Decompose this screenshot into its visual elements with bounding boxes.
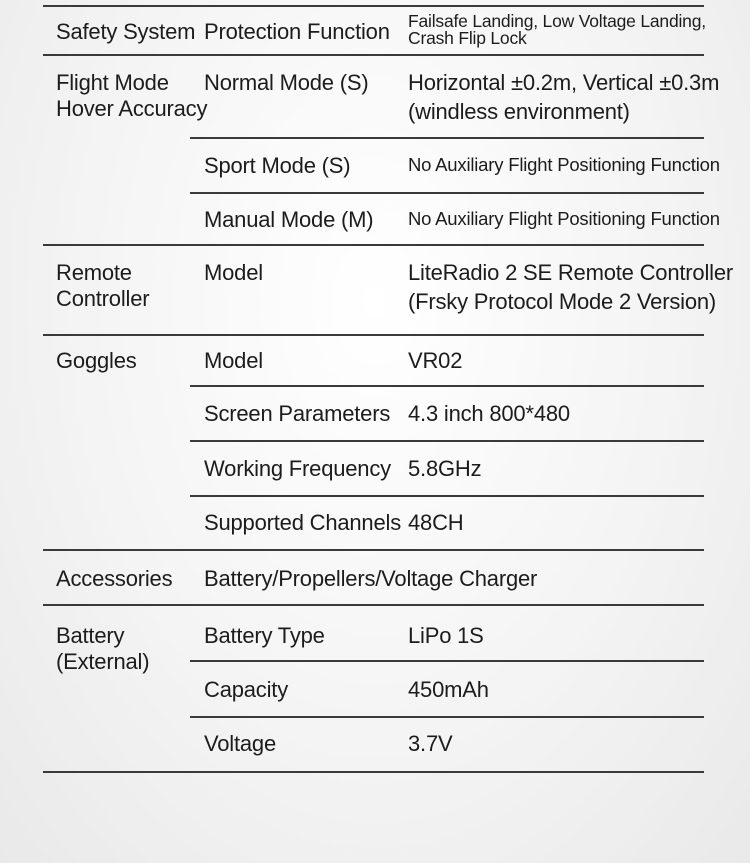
row-divider <box>190 137 704 139</box>
category-remote-controller-line2: Controller <box>56 286 150 311</box>
category-remote-controller-line1: Remote <box>56 260 132 285</box>
row-divider <box>43 549 704 551</box>
value-capacity: 450mAh <box>408 677 489 702</box>
value-manual-mode: No Auxiliary Flight Positioning Function <box>408 208 720 229</box>
label-battery-type: Battery Type <box>204 623 325 648</box>
row-divider <box>190 660 704 662</box>
value-voltage: 3.7V <box>408 731 453 756</box>
label-normal-mode: Normal Mode (S) <box>204 70 369 95</box>
value-goggles-model: VR02 <box>408 348 463 373</box>
row-divider <box>190 716 704 718</box>
value-battery-type: LiPo 1S <box>408 623 484 648</box>
row-divider <box>43 771 704 773</box>
value-normal-mode-line2: (windless environment) <box>408 99 630 124</box>
value-normal-mode-line1: Horizontal ±0.2m, Vertical ±0.3m <box>408 70 720 95</box>
value-working-frequency: 5.8GHz <box>408 456 482 481</box>
value-protection-function-line1: Failsafe Landing, Low Voltage Landing, <box>408 11 706 31</box>
value-supported-channels: 48CH <box>408 510 464 535</box>
value-remote-model-line1: LiteRadio 2 SE Remote Controller <box>408 260 733 285</box>
category-flight-mode-line1: Flight Mode <box>56 70 169 95</box>
category-accessories: Accessories <box>56 566 173 591</box>
category-battery-line2: (External) <box>56 649 150 674</box>
value-protection-function-line2: Crash Flip Lock <box>408 28 527 48</box>
row-divider <box>43 5 704 7</box>
label-working-frequency: Working Frequency <box>204 456 391 481</box>
category-flight-mode-line2: Hover Accuracy <box>56 96 208 121</box>
row-divider <box>43 604 704 606</box>
category-battery-line1: Battery <box>56 623 125 648</box>
label-manual-mode: Manual Mode (M) <box>204 207 374 232</box>
category-safety-system: Safety System <box>56 19 196 44</box>
label-screen-parameters: Screen Parameters <box>204 401 391 426</box>
label-voltage: Voltage <box>204 731 277 756</box>
category-goggles: Goggles <box>56 348 137 373</box>
label-sport-mode: Sport Mode (S) <box>204 153 351 178</box>
row-divider <box>190 495 704 497</box>
row-divider <box>43 244 704 246</box>
row-divider <box>190 192 704 194</box>
label-goggles-model: Model <box>204 348 263 373</box>
row-divider <box>43 334 704 336</box>
label-supported-channels: Supported Channels <box>204 510 401 535</box>
label-protection-function: Protection Function <box>204 19 390 44</box>
row-divider <box>43 54 704 56</box>
label-remote-model: Model <box>204 260 263 285</box>
row-divider <box>190 385 704 387</box>
label-capacity: Capacity <box>204 677 288 702</box>
value-remote-model-line2: (Frsky Protocol Mode 2 Version) <box>408 289 717 314</box>
value-sport-mode: No Auxiliary Flight Positioning Function <box>408 154 720 175</box>
value-screen-parameters: 4.3 inch 800*480 <box>408 401 570 426</box>
value-accessories: Battery/Propellers/Voltage Charger <box>204 566 538 591</box>
row-divider <box>190 440 704 442</box>
